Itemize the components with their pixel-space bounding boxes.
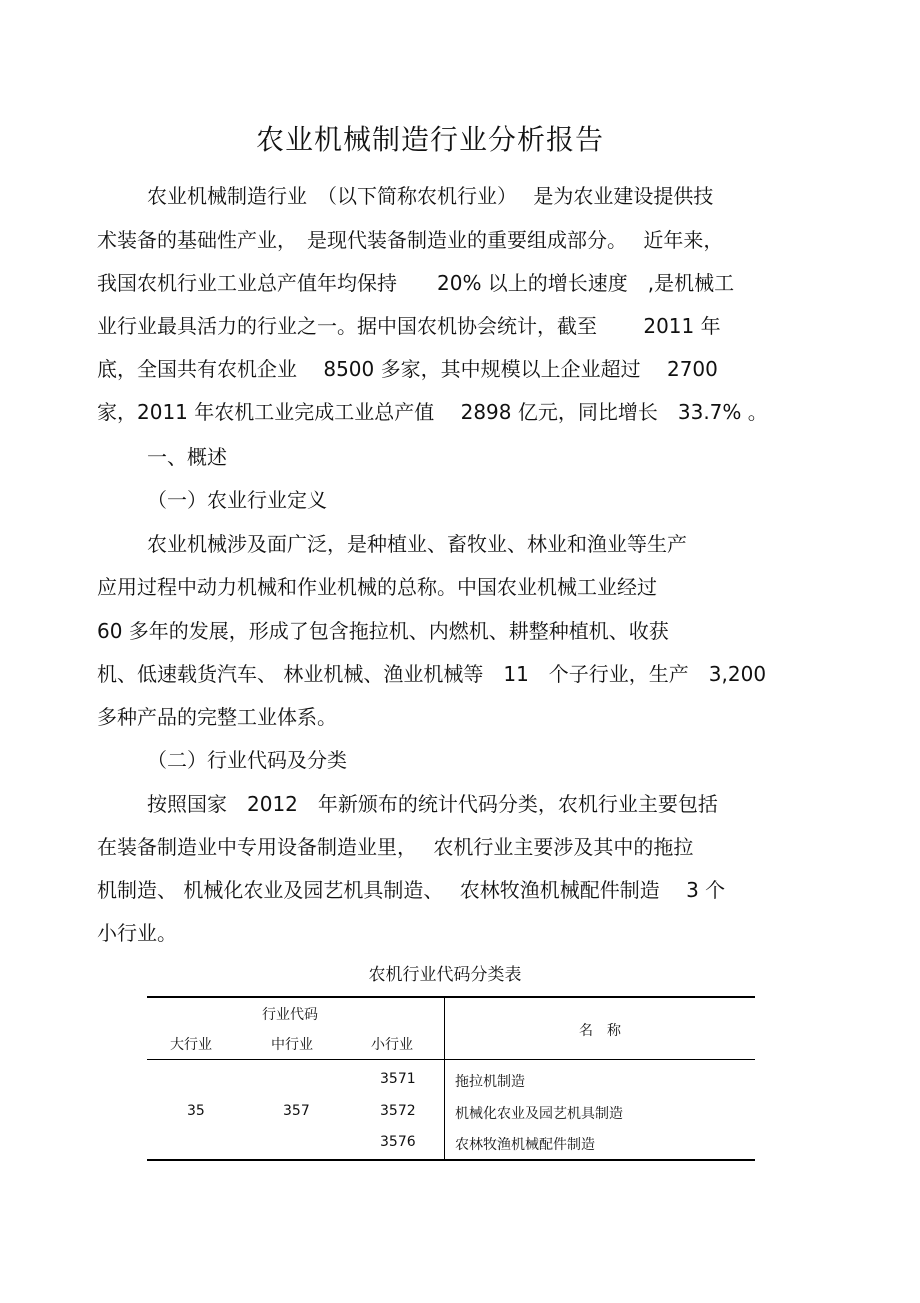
subsection-heading: （一）农业行业定义: [147, 488, 327, 512]
paragraph-line: 术装备的基础性产业， 是现代装备制造业的重要组成部分。 近年来，: [97, 228, 724, 252]
paragraph-line: 家，2011 年农机工业完成工业总产值 2898 亿元，同比增长 33.7% 。: [97, 400, 768, 424]
paragraph-line: 农业机械涉及面广泛，是种植业、畜牧业、林业和渔业等生产: [147, 532, 687, 556]
paragraph-line: 底，全国共有农机企业 8500 多家，其中规模以上企业超过 2700: [97, 357, 718, 381]
header-group-label: 行业代码: [262, 1007, 318, 1023]
table-column-divider: [444, 998, 445, 1159]
paragraph-line: 机、低速载货汽车、 林业机械、渔业机械等 11 个子行业，生产 3,200: [97, 662, 767, 686]
paragraph-line: 小行业。: [97, 921, 177, 945]
subsection-heading: （二）行业代码及分类: [147, 748, 347, 772]
column-header-major: 大行业: [170, 1037, 212, 1053]
paragraph-line: 60 多年的发展，形成了包含拖拉机、内燃机、耕整种植机、收获: [97, 619, 669, 643]
table-caption: 农机行业代码分类表: [368, 965, 522, 985]
paragraph-line: 农业机械制造行业 （以下简称农机行业） 是为农业建设提供技: [147, 184, 714, 208]
section-heading: 一、概述: [147, 445, 227, 469]
paragraph-line: 多种产品的完整工业体系。: [97, 705, 337, 729]
paragraph-line: 在装备制造业中专用设备制造业里， 农机行业主要涉及其中的拖拉: [97, 835, 694, 859]
paragraph-line: 我国农机行业工业总产值年均保持 20% 以上的增长速度 ,是机械工: [97, 271, 735, 295]
column-header-mid: 中行业: [271, 1037, 313, 1053]
cell-name: 农林牧渔机械配件制造: [455, 1137, 595, 1153]
paragraph-line: 应用过程中动力机械和作业机械的总称。中国农业机械工业经过: [97, 575, 657, 599]
table-rule: [147, 1159, 755, 1161]
cell-name: 机械化农业及园艺机具制造: [455, 1106, 623, 1122]
paragraph-line: 机制造、 机械化农业及园艺机具制造、 农林牧渔机械配件制造 3 个: [97, 878, 726, 902]
table-rule: [147, 996, 755, 998]
cell-name: 拖拉机制造: [455, 1074, 525, 1090]
cell-minor-code: 3571: [380, 1071, 416, 1087]
cell-minor-code: 3572: [380, 1103, 416, 1119]
table-rule: [147, 1059, 755, 1060]
column-header-minor: 小行业: [371, 1037, 413, 1053]
column-header-name: 名 称: [579, 1023, 621, 1039]
cell-mid-code: 357: [283, 1103, 310, 1119]
page-title: 农业机械制造行业分析报告: [255, 123, 604, 156]
cell-minor-code: 3576: [380, 1134, 416, 1150]
paragraph-line: 业行业最具活力的行业之一。据中国农机协会统计，截至 2011 年: [97, 314, 721, 338]
cell-major-code: 35: [187, 1103, 205, 1119]
paragraph-line: 按照国家 2012 年新颁布的统计代码分类，农机行业主要包括: [147, 792, 718, 816]
